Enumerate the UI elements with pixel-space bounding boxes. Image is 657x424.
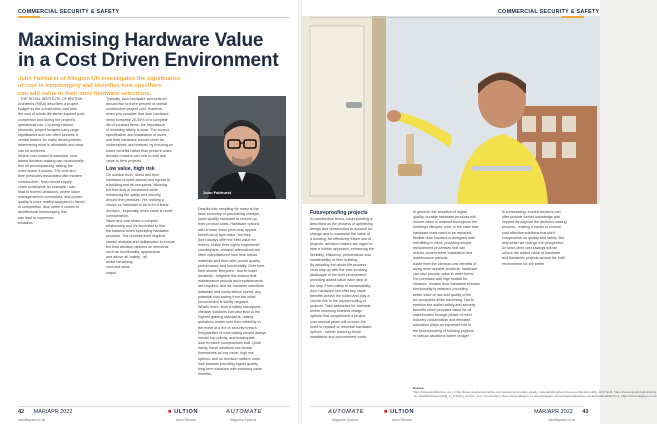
section-rule-right	[310, 17, 584, 18]
footer-rule-left	[18, 406, 290, 407]
body-text-line: Industry collaboration and elevated	[413, 318, 471, 323]
body-text-line: remain top priority, and inadequate	[198, 335, 255, 340]
body-text-line: consideration.	[106, 213, 129, 218]
body-text-line: the futureproofing of building projects	[413, 328, 474, 333]
body-column-6	[502, 210, 584, 267]
folio-url-left: ludmillapracs.co.uk	[18, 418, 46, 422]
body-text-line: whilst remaining	[106, 260, 133, 265]
body-text-line: For premises with high footfall for	[413, 277, 468, 282]
worker-installing-door-image	[302, 16, 600, 204]
body-text-line: cost-effective solutions that don't	[502, 230, 556, 235]
body-text-line: budget as the construction cost plus	[18, 107, 77, 112]
body-text-line: of investing wisely is clear. The correct	[106, 127, 169, 132]
body-text-line: projects. Take aesthetics for example,	[310, 304, 372, 309]
body-text-line: potential cost saving from the initial	[198, 294, 256, 299]
body-text-line: can lead to expensive	[18, 215, 54, 220]
body-text-line: compromise on quality and safety. But	[502, 235, 565, 240]
logo-sub-left-1: Issue Selector	[176, 418, 197, 422]
standfirst-line: can add value to their door hardware selections.	[18, 90, 152, 97]
body-text-line: choice on hardware is far from a linear	[106, 203, 169, 208]
body-text-line: chain constraints for example - can	[18, 184, 76, 189]
body-column-4	[310, 210, 402, 340]
body-text-line: the balance when specifying hardware	[106, 229, 169, 234]
body-text-line: products. The process itself requires	[106, 234, 166, 239]
body-text-line: specification and installation of doors	[106, 133, 167, 138]
body-text-line: projects, decision makers are urged to	[310, 242, 373, 247]
body-text-line: the final decision delivers on elements	[106, 244, 169, 249]
body-text-line: retrofitting in mind, providing simple	[413, 240, 472, 245]
body-text-line: Value and cost share a complex	[106, 218, 159, 223]
body-text-line: a building, for effectively future use of	[310, 237, 372, 242]
body-text-line: benefits which provides value for all	[413, 307, 472, 312]
body-text-line: clear way up with the ever-evolving	[310, 268, 368, 273]
body-text-line: beneficial at face value, but they	[198, 232, 251, 237]
body-text-line: elements, project budgets carry huge	[18, 127, 79, 132]
body-text-line: front product costs. Hardware options	[198, 222, 260, 227]
body-text-line: installation and procurement costs.	[310, 335, 367, 340]
body-text-line: around the premises. Yet, making a	[106, 198, 164, 203]
col2-intro	[106, 97, 186, 164]
body-text-line: future benefits rather than present costs,	[106, 148, 173, 153]
portrait-caption: John Fairhurst	[203, 190, 232, 195]
body-text-line: of competition. And, when it comes to	[18, 205, 80, 210]
body-text-line: the cost of whole-life items required post-	[18, 112, 86, 117]
body-text-line: building's lifecycle. And, in the case that	[413, 225, 478, 230]
body-text-line: flexibility, efficiency, performance and	[310, 252, 371, 257]
body-text-line: their shorter lifecycles - due to lower	[198, 268, 258, 273]
body-text-line: unlock the added value of hardware	[502, 251, 561, 256]
body-text-line: lower-quality hardware to reduce up-	[198, 217, 258, 222]
body-text-line: mistakes.	[18, 220, 34, 225]
body-text-line: long-term solutions with enduring value	[198, 366, 262, 371]
body-text-line: On surface level, doors and their	[106, 172, 160, 177]
section-accent-left	[18, 16, 40, 18]
body-text-line: the event of a fire or security breach.	[198, 325, 258, 330]
body-column-3	[198, 207, 290, 377]
body-text-line: where choosing timeless design	[310, 309, 363, 314]
body-text-line: described as the process of optimising	[310, 221, 373, 226]
body-text-line: performance and functionality. Over time,	[198, 263, 266, 268]
ultion-logo-mark: ■	[168, 409, 172, 415]
headline-line-2: in a Cost Driven Environment	[18, 50, 279, 71]
body-text-line: hardware provide access and egress to	[106, 177, 171, 182]
body-text-line: flexible door furniture is designed with	[413, 235, 475, 240]
body-text-line: cheaper solutions can also lead to the	[198, 310, 260, 315]
body-text-line: can be achieved.	[18, 148, 46, 153]
body-text-line: only when we change the perspective	[502, 240, 564, 245]
col2-continued	[106, 173, 186, 276]
logo-sub-right-2: Issue Selector	[392, 418, 413, 422]
body-text-line: easily, these solutions can reveal	[198, 346, 252, 351]
subhead-futureproofing: Futureproofing projects	[310, 210, 368, 216]
body-text-line: By adopting the whole-life process	[310, 262, 367, 267]
body-text-line: over several years will remove the	[310, 319, 366, 324]
standfirst	[18, 76, 286, 98]
body-text-line: significance and can often become a	[18, 133, 78, 138]
body-text-line: feel all-encompassing, raising the	[18, 164, 73, 169]
body-text-line: What's more, from a safety standpoint,	[198, 304, 262, 309]
standfirst-line: John Fairhurst of Allegion UK investigates the significance	[18, 76, 181, 82]
article-headline	[18, 31, 308, 71]
body-text-line: options that complement a project	[310, 314, 366, 319]
folio-number: 43	[582, 409, 589, 415]
folio-date: MAR/APR 2022	[33, 409, 73, 415]
body-text-line: stakeholders through peace of mind.	[413, 313, 473, 318]
body-text-line: decision makers can look to add real	[106, 153, 166, 158]
body-text-line: Despite this, tempting for many is the	[198, 207, 259, 211]
logo-sub-right-1: Magazine Sponsor	[332, 418, 359, 422]
body-text-line: for occupants when traversing. Not to	[413, 297, 475, 302]
body-text-line: hardware does need to be replaced,	[413, 230, 473, 235]
body-text-line: functionality is retained, providing	[413, 287, 468, 292]
body-text-line: procurement is swiftly negated.	[198, 299, 249, 304]
body-text-line: look towards providing higher quality,	[198, 361, 259, 366]
body-text-line: offer provide further knowledge and	[502, 215, 560, 220]
body-text-line: better ease of use and quality of life	[413, 292, 472, 297]
body-text-line: replacement processes that can	[413, 246, 466, 251]
body-text-line: durability - heighten the chance that	[198, 274, 257, 279]
body-text-line: using more durable products, hardware	[413, 266, 478, 271]
body-text-line: don't always offer the best value for	[198, 237, 256, 242]
body-column-5	[413, 210, 493, 339]
body-text-line: Architects (RIBA) describes a project	[18, 102, 79, 107]
col4-text	[310, 217, 402, 341]
body-text-line: in various situations where budget	[413, 333, 469, 338]
body-text-line: output.	[106, 270, 118, 275]
body-text-line: counterparts, cheaper alternatives are	[198, 248, 261, 253]
body-text-line: benefits.	[198, 372, 212, 376]
body-text-line: money. Unlike their highly engineered	[198, 243, 260, 248]
body-text-line: options, and so decision makers must	[198, 356, 260, 361]
body-text-line: support throughout the decision making	[502, 220, 567, 225]
body-text-line: and transform projects across the built	[502, 256, 565, 261]
page-number-right	[534, 409, 588, 415]
ultion-logo-text: ULTION	[174, 409, 199, 415]
logo-sub-left-2: Magazine Sponsor	[230, 418, 257, 422]
ultion-logo-mark: ■	[384, 409, 388, 415]
body-text-line: items comprise 20-30% of a complete	[106, 117, 168, 122]
page-number-left	[18, 409, 72, 415]
body-text-line: when you consider that door hardware	[106, 112, 169, 117]
source-line: .co.uk/wiki/futureproofing_in_building_design_and_construction, https://www.allegion.co.uk/en/allegion-stories/topics/hardware-value/sustainability.html, https://www.allegion.co.uk	[413, 394, 657, 399]
body-text-line: Where cost control is essential, cost-	[18, 153, 79, 158]
body-text-line: with a lower ticket price may appear	[198, 227, 257, 232]
body-text-line: - THE ROYAL INSTITUTE OF BRITISH	[18, 97, 83, 101]
body-text-line: crucial role in the futureproofing of	[310, 299, 366, 303]
body-text-line: ensure value is retained throughout the	[413, 220, 477, 225]
ultion-logo-left	[168, 409, 198, 415]
body-text-line: lead to hurried decisions, where value	[18, 189, 80, 194]
body-text-line: instance, durable door hardware ensures	[413, 282, 481, 287]
source-label: Source:	[413, 386, 425, 390]
automate-logo-right: AUTOMATE	[328, 409, 364, 415]
author-portrait	[198, 96, 286, 199]
body-text-line: around two to three percent of overall	[106, 102, 168, 107]
body-text-line: cost and value	[106, 265, 130, 270]
body-text-line: decision - especially when value is under	[106, 208, 173, 213]
body-column-2	[106, 97, 186, 276]
body-text-line: determining what is affordable and what	[18, 143, 84, 148]
source-line: https://www.architecture.com, https://www.ucadvertspractice.com/guide/construction-quality-materials/lengthen-the-asset-life-and-utility, 2017 EU1, https://www.designingbuildings	[413, 390, 657, 395]
section-accent-right	[562, 16, 584, 18]
headline-line-1: Maximising Hardware Value	[18, 30, 264, 51]
body-text-line: mention the added safety and security	[413, 302, 476, 307]
body-text-line: benefits across the board and play a	[310, 293, 370, 298]
body-text-line: can also provide value in other forms.	[413, 271, 475, 276]
body-text-line: undervalued, and instead, by focusing on	[106, 143, 174, 148]
body-text-line: and above all, safety - all	[106, 255, 147, 260]
body-text-line: careful analysis and deliberation to ensure	[106, 239, 176, 244]
sources-note	[413, 386, 657, 399]
section-label-left: COMMERCIAL SECURITY & SAFETY	[18, 9, 120, 15]
body-text-line: list of contract items, the importance	[106, 122, 166, 127]
body-text-line: change and to maximise the value of	[310, 231, 371, 236]
body-text-line: maintenance periods and replacements	[198, 279, 263, 284]
body-text-line: options - further lowering future	[310, 329, 362, 334]
body-text-line: materials and costly labour spend, any	[198, 289, 261, 294]
body-text-line: construction project cost. However,	[106, 107, 164, 112]
subhead-low-value: Low value, high risk	[106, 166, 155, 173]
body-text-line: construction - from record supply	[18, 179, 72, 184]
author-photo-image	[198, 96, 286, 199]
body-text-line: environment for the better.	[502, 261, 546, 266]
body-text-line: more where it counts. The cost and	[18, 169, 76, 174]
body-text-line: In construction terms, futureproofing is	[310, 216, 373, 221]
body-text-line: need to replace or refurbish hardware	[310, 324, 372, 329]
hero-photo	[302, 16, 600, 204]
body-text-line: landscape of the built environment,	[310, 273, 368, 278]
body-text-line: on short-term cost savings will we	[502, 246, 558, 251]
body-text-line: reduce cumbersome installation and	[413, 251, 473, 256]
automate-logo-left: AUTOMATE	[226, 409, 262, 415]
body-text-line: quality, durable hardware products will	[413, 215, 476, 220]
body-text-line: maintenance periods.	[413, 256, 449, 261]
body-text-line: Irregularities of cost cutting should always	[198, 330, 267, 335]
body-text-line: completion and during the project's	[18, 117, 76, 122]
body-text-line: door furniture compromises that. Quite	[198, 341, 261, 346]
body-text-line: questions marks over their reliability in	[198, 320, 261, 325]
body-text-line: relationship and it's important to find	[106, 224, 165, 229]
body-text-line: materials and thus offer poorer quality,	[198, 258, 261, 263]
body-text-line: management is overlooked, and poorer	[18, 194, 83, 199]
body-text-line: themselves as low value, high risk	[198, 351, 254, 356]
body-text-line: In general, the adoption of higher	[413, 210, 468, 214]
body-text-line: is constraining, trusted advisers can	[502, 210, 561, 214]
body-text-line: operational use. Covering various	[18, 122, 73, 127]
body-text-line: central feature for many developments,	[18, 138, 82, 143]
body-text-line: quality is more readily accepted in favour	[18, 200, 85, 205]
body-text-line: often manufactured from less robust	[198, 253, 258, 258]
body-text-line: design and construction to account for	[310, 226, 373, 231]
section-label-right: COMMERCIAL SECURITY & SAFETY	[498, 9, 600, 15]
body-text-line: time pressures associated with modern	[18, 174, 82, 179]
body-text-line: providing added value each step of	[310, 278, 368, 283]
standfirst-line: of cost in ironmongery and identifies how specifiers	[18, 83, 162, 90]
body-text-line: the free flow of movement while	[106, 188, 158, 192]
body-text-line: are required. And so, between substitute	[198, 284, 265, 289]
body-column-1	[18, 97, 96, 226]
folio-number: 42	[18, 409, 25, 415]
body-text-line: a building and its occupants, allowing	[106, 182, 167, 187]
folio-url-right: ludmillapracs.co.uk	[548, 418, 576, 422]
body-text-line: Aside from the obvious cost benefits of	[413, 261, 477, 266]
body-text-line: Typically, door hardware accounts for	[106, 97, 167, 101]
body-text-line: process - making it easier to choose	[502, 225, 562, 230]
body-text-line: architectural ironmongery, this	[18, 210, 68, 215]
body-text-line: and their hardware should never be	[106, 138, 165, 143]
body-text-line: value to their projects.	[106, 158, 143, 163]
body-text-line: false economy of purchasing cheaper,	[198, 212, 261, 217]
footer-rule-right	[310, 406, 584, 407]
body-text-line: take a holistic approach, enhancing the	[310, 247, 374, 252]
section-rule-left	[18, 17, 290, 18]
body-text-line: sustainability of their building.	[310, 257, 359, 262]
body-text-line: the way. From safety to sustainability,	[310, 283, 371, 288]
body-text-line: such as functionality, appearance	[106, 249, 161, 254]
folio-date: MAR/APR 2022	[534, 409, 573, 415]
body-text-line: enhancing fire safety and security	[106, 193, 161, 198]
body-text-line: based decision making can occasionally	[18, 158, 84, 163]
body-text-line: door hardware can offer key value	[310, 288, 366, 293]
ultion-logo-text: ULTION	[390, 409, 415, 415]
body-text-line: highest grading standards, raising	[198, 315, 254, 320]
ultion-logo-right	[384, 409, 414, 415]
body-text-line: education plays an important role in	[413, 323, 472, 328]
